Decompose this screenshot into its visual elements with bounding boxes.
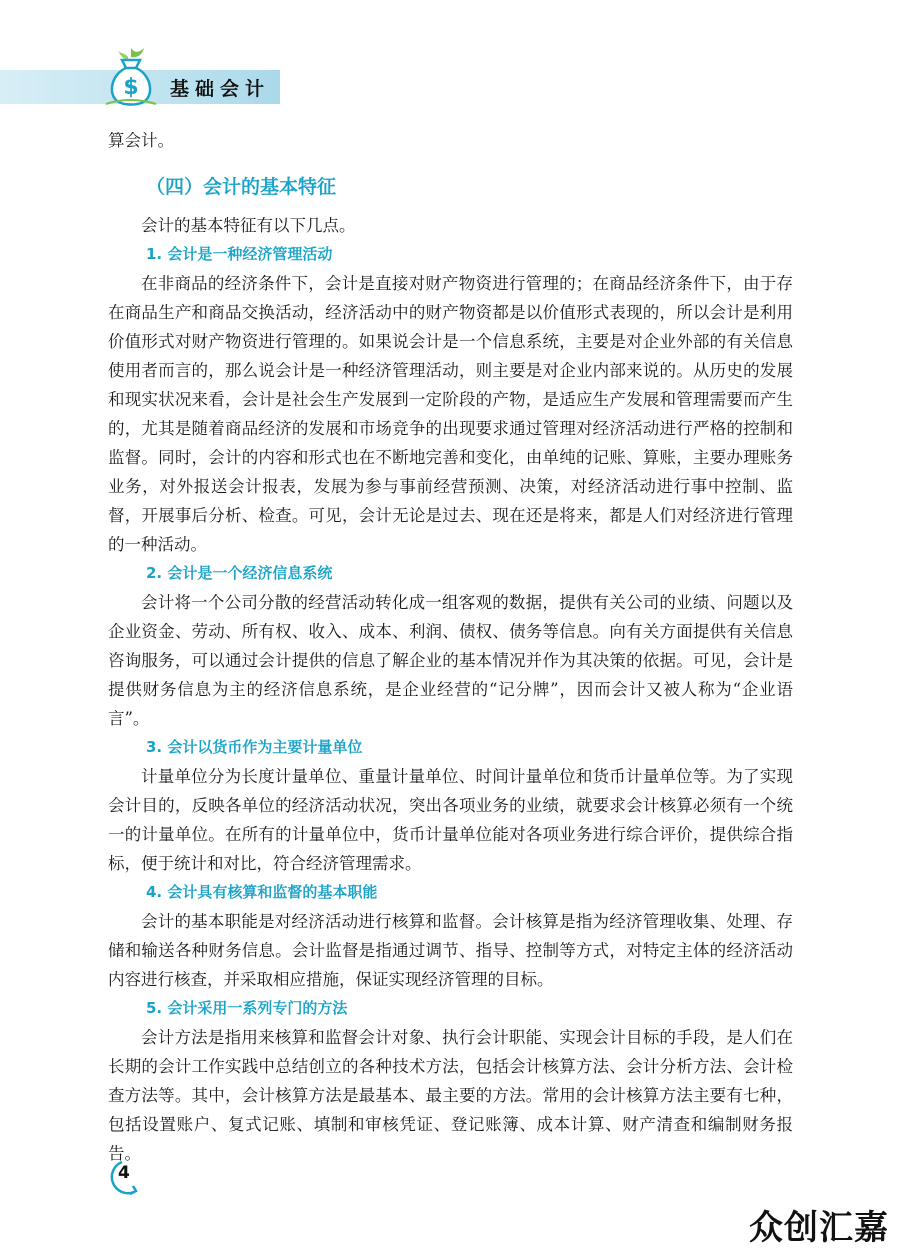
subsection-body-3: 计量单位分为长度计量单位、重量计量单位、时间计量单位和货币计量单位等。为了实现会计目的，反映各单位的经济活动状况，突出各项业务的业绩，就要求会计核算必须有一个统一的计量单位。在所有的计量单位中，货币计量单位能对各项业务进行综合评价，提供综合指标，便于统计和对比，符合经济管理需求。 [108, 767, 793, 873]
subsection-heading-1: 1. 会计是一种经济管理活动 [146, 245, 333, 263]
subsection-heading-4: 4. 会计具有核算和监督的基本职能 [146, 883, 378, 901]
subsection-body-5: 会计方法是指用来核算和监督会计对象、执行会计职能、实现会计目标的手段，是人们在长期的会计工作实践中总结创立的各种技术方法，包括会计核算方法、会计分析方法、会计检查方法等。其中，会计核算方法是最基本、最主要的方法。常用的会计核算方法主要有七种，包括设置账户、复式记账、填制和审核凭证、登记账簿、成本计算、财产清查和编制财务报告。 [108, 1028, 793, 1163]
subsection-heading-3: 3. 会计以货币作为主要计量单位 [146, 738, 363, 756]
carry-over-text: 算会计。 [108, 131, 174, 150]
subsection-heading-5: 5. 会计采用一系列专门的方法 [146, 999, 348, 1017]
section-intro: 会计的基本特征有以下几点。 [141, 216, 356, 235]
page-number: 4 [118, 1163, 130, 1183]
subsection-body-4: 会计的基本职能是对经济活动进行核算和监督。会计核算是指为经济管理收集、处理、存储和输送各种财务信息。会计监督是指通过调节、指导、控制等方式，对特定主体的经济活动内容进行核查，并采取相应措施，保证实现经济管理的目标。 [108, 912, 793, 989]
header-title: 基础会计 [170, 78, 271, 100]
subsection-body-2: 会计将一个公司分散的经营活动转化成一组客观的数据，提供有关公司的业绩、问题以及企业资金、劳动、所有权、收入、成本、利润、债权、债务等信息。向有关方面提供有关信息咨询服务，可以通过会计提供的信息了解企业的基本情况并作为其决策的依据。可见，会计是提供财务信息为主的经济信息系统，是企业经营的“记分牌”，因而会计又被人称为“企业语言”。 [108, 593, 793, 728]
subsection-body-1: 在非商品的经济条件下，会计是直接对财产物资进行管理的；在商品经济条件下，由于存在商品生产和商品交换活动，经济活动中的财产物资都是以价值形式表现的，所以会计是利用价值形式对财产物资进行管理的。如果说会计是一个信息系统，主要是对企业外部的有关信息使用者而言的，那么说会计是一种经济管理活动，则主要是对企业内部来说的。从历史的发展和现实状况来看，会计是社会生产发展到一定阶段的产物，是适应生产发展和管理需要而产生的，尤其是随着商品经济的发展和市场竞争的出现要求通过管理对经济活动进行严格的控制和监督。同时，会计的内容和形式也在不断地完善和变化，由单纯的记账、算账，主要办理账务业务，对外报送会计报表，发展为参与事前经营预测、决策，对经济活动进行事中控制、监督，开展事后分析、检查。可见，会计无论是过去、现在还是将来，都是人们对经济进行管理的一种活动。 [108, 274, 793, 554]
watermark: 众创汇嘉 [749, 1208, 889, 1248]
money-bag-icon [100, 44, 162, 110]
svg-text:$: $ [123, 75, 139, 100]
page-content [108, 126, 793, 1168]
section-title: （四）会计的基本特征 [146, 176, 337, 198]
subsection-heading-2: 2. 会计是一个经济信息系统 [146, 564, 333, 582]
